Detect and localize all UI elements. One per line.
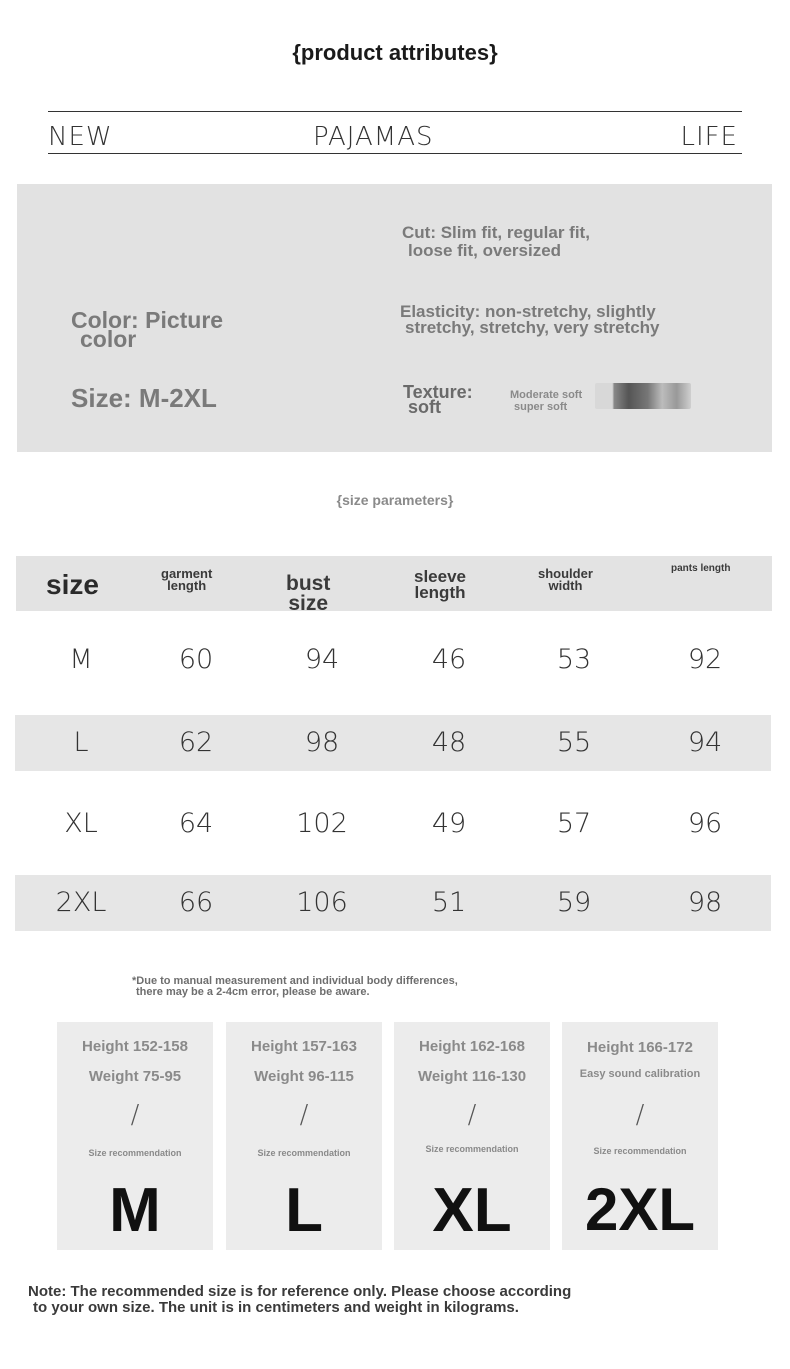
card-weight: Easy sound calibration xyxy=(579,1068,701,1080)
size-recommendation-card-l xyxy=(226,1022,382,1250)
texture-scale-labels: Moderate soft super soft xyxy=(510,389,583,413)
table-cell: 102 xyxy=(296,808,348,839)
banner xyxy=(48,111,742,154)
header-bust-size: bust size xyxy=(286,572,331,615)
banner-middle-text: PAJAMAS xyxy=(313,122,434,152)
attributes-panel xyxy=(17,184,772,452)
table-cell: L xyxy=(73,727,89,758)
table-cell: 49 xyxy=(431,808,467,839)
footer-note: Note: The recommended size is for reference only. Please choose according to your own size. The unit is in centimeters and weight in kilograms. xyxy=(28,1283,572,1316)
card-weight: Weight 75-95 xyxy=(88,1068,182,1085)
table-cell: M xyxy=(69,644,93,675)
card-size: L xyxy=(285,1176,323,1245)
banner-right-text: LIFE xyxy=(680,122,738,152)
card-label: Size recommendation xyxy=(88,1148,182,1158)
card-height: Height 152-158 xyxy=(82,1038,188,1055)
table-cell: 55 xyxy=(556,727,592,758)
header-shoulder-width: shoulder width xyxy=(538,566,593,594)
header-size: size xyxy=(46,569,99,600)
card-slash: / xyxy=(467,1100,477,1130)
elasticity-attribute: Elasticity: non-stretchy, slightly stretchy, stretchy, very stretchy xyxy=(400,302,660,337)
table-cell: 48 xyxy=(431,727,467,758)
texture-attribute: Texture: soft xyxy=(403,382,473,417)
card-height: Height 166-172 xyxy=(587,1039,693,1056)
card-slash: / xyxy=(635,1100,645,1130)
card-weight: Weight 116-130 xyxy=(417,1068,527,1085)
table-cell: 98 xyxy=(687,887,723,918)
card-size: M xyxy=(109,1176,161,1245)
card-label: Size recommendation xyxy=(257,1148,351,1158)
card-label: Size recommendation xyxy=(593,1146,687,1156)
table-cell: 96 xyxy=(687,808,723,839)
card-height: Height 162-168 xyxy=(419,1038,525,1055)
table-cell: 94 xyxy=(687,727,723,758)
color-attribute: Color: Picture color xyxy=(71,307,224,353)
table-cell: 51 xyxy=(431,887,467,918)
table-cell: 66 xyxy=(178,887,214,918)
measurement-note: *Due to manual measurement and individual body differences, there may be a 2-4cm error, please be aware. xyxy=(132,975,458,998)
table-cell: 64 xyxy=(178,808,214,839)
card-slash: / xyxy=(299,1100,309,1130)
table-cell: 106 xyxy=(296,887,348,918)
header-garment-length: garment length xyxy=(161,566,213,594)
table-row xyxy=(15,632,771,688)
table-row xyxy=(15,796,771,852)
size-recommendation-card-m xyxy=(57,1022,213,1250)
card-slash: / xyxy=(130,1100,140,1130)
size-recommendation-card-xl xyxy=(394,1022,550,1250)
table-cell: 46 xyxy=(431,644,467,675)
table-cell: 60 xyxy=(178,644,214,675)
table-cell: XL xyxy=(64,808,98,839)
size-table-header xyxy=(16,556,772,615)
card-size: 2XL xyxy=(584,1176,696,1243)
header-sleeve-length: sleeve length xyxy=(414,567,466,603)
table-cell: 92 xyxy=(687,644,723,675)
table-row xyxy=(15,875,771,931)
size-parameters-title: {size parameters} xyxy=(336,492,454,508)
size-attribute: Size: M-2XL xyxy=(71,383,217,413)
texture-scale-image xyxy=(595,383,691,409)
card-height: Height 157-163 xyxy=(251,1038,357,1055)
table-row xyxy=(15,715,771,771)
table-cell: 59 xyxy=(556,887,592,918)
banner-left-text: NEW xyxy=(48,122,113,152)
card-size: XL xyxy=(432,1176,512,1245)
table-cell: 57 xyxy=(556,808,592,839)
header-pants-length: pants length xyxy=(671,563,731,574)
card-weight: Weight 96-115 xyxy=(254,1068,354,1085)
table-cell: 53 xyxy=(556,644,592,675)
table-cell: 94 xyxy=(304,644,340,675)
page-title: {product attributes} xyxy=(292,40,498,65)
cut-attribute: Cut: Slim fit, regular fit, loose fit, oversized xyxy=(402,223,590,260)
size-recommendation-card-2xl xyxy=(562,1022,718,1250)
card-label: Size recommendation xyxy=(425,1144,519,1154)
table-cell: 98 xyxy=(304,727,340,758)
table-cell: 62 xyxy=(178,727,214,758)
table-cell: 2XL xyxy=(55,887,107,918)
